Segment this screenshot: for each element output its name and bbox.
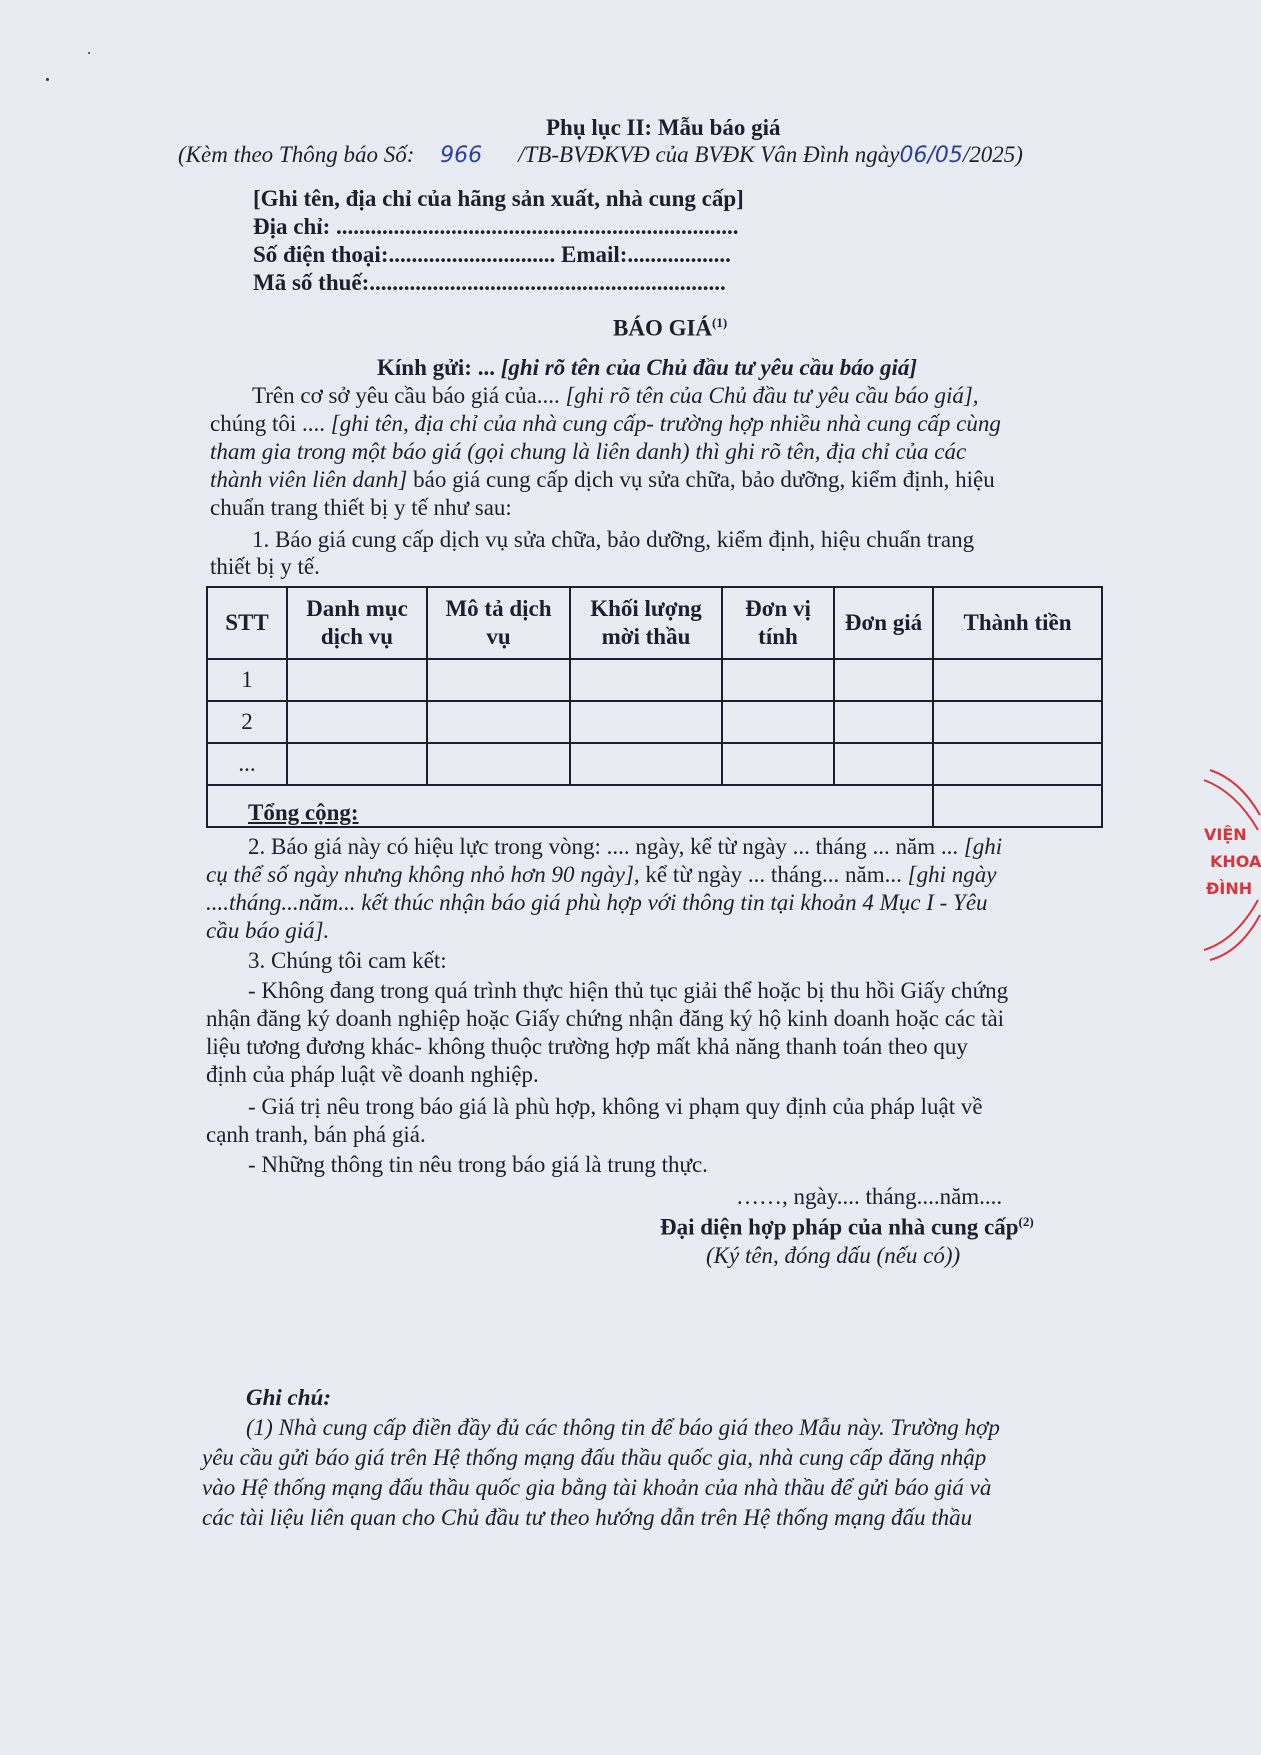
table-cell (427, 659, 570, 701)
notes-title: Ghi chú: (246, 1385, 331, 1410)
header-amount: Thành tiền (933, 587, 1102, 659)
intro-line-3: tham gia trong một báo giá (gọi chung là liên danh) thì ghi rõ tên, địa chỉ của các (210, 439, 967, 464)
seal-text: VIỆN (1204, 825, 1247, 844)
header-unit: Đơn vị tính (722, 587, 834, 659)
intro-text: báo giá cung cấp dịch vụ sửa chữa, bảo dưỡng, kiểm định, hiệu (413, 467, 995, 492)
table-cell (570, 701, 722, 743)
item3-bullet1-line-4: định của pháp luật về doanh nghiệp. (206, 1062, 539, 1087)
reference-suffix: /2025) (962, 142, 1023, 167)
recipient-prefix: Kính gửi: ... (377, 355, 495, 380)
row-number: 2 (207, 701, 287, 743)
signature-representative (660, 1214, 1034, 1241)
recipient-line (377, 355, 917, 381)
item2-line-3: ....tháng...năm... kết thúc nhận báo giá phù hợp với thông tin tại khoản 4 Mục I - Yêu (206, 890, 988, 915)
intro-text: Trên cơ sở yêu cầu báo giá của.... (252, 383, 560, 408)
item3-bullet2-line-1: - Giá trị nêu trong báo giá là phù hợp, không vi phạm quy định của pháp luật về (248, 1094, 983, 1119)
handwritten-slash: / (927, 143, 935, 168)
quote-title (613, 315, 727, 342)
table-cell (933, 743, 1102, 785)
handwritten-number: 966 (440, 143, 483, 168)
table-cell (834, 743, 933, 785)
item2-line-2 (206, 862, 996, 888)
item2-hint: [ghi (963, 834, 1003, 859)
table-row (207, 659, 1102, 701)
table-cell (834, 659, 933, 701)
handwritten-day: 06 (899, 143, 928, 168)
supplier-name-line: [Ghi tên, địa chỉ của hãng sản xuất, nhà cung cấp] (253, 186, 744, 211)
table-header-row (207, 587, 1102, 659)
handwritten-month: 05 (934, 143, 963, 168)
table-row (207, 743, 1102, 785)
total-label: Tổng cộng: (207, 785, 933, 827)
supplier-tax-code: Mã số thuế:.............................................................. (253, 270, 726, 295)
recipient-hint: [ghi rõ tên của Chủ đầu tư yêu cầu báo giá] (500, 355, 918, 380)
reference-prefix: (Kèm theo Thông báo Số: (178, 142, 415, 167)
note1-line-3: vào Hệ thống mạng đấu thầu quốc gia bằng tài khoản của nhà thầu để gửi báo giá và (202, 1475, 992, 1500)
item3-bullet3: - Những thông tin nêu trong báo giá là trung thực. (248, 1152, 708, 1177)
table-cell (287, 701, 427, 743)
intro-hint: thành viên liên danh] (210, 467, 408, 492)
table-cell (834, 701, 933, 743)
table-cell (933, 659, 1102, 701)
item3-bullet1-line-1: - Không đang trong quá trình thực hiện thủ tục giải thể hoặc bị thu hồi Giấy chứng (248, 978, 1009, 1003)
item2-text: 2. Báo giá này có hiệu lực trong vòng: .... ngày, kể từ ngày ... tháng ... năm ... (248, 834, 959, 859)
header-description: Mô tả dịch vụ (427, 587, 570, 659)
table-cell (570, 743, 722, 785)
intro-hint: [ghi rõ tên của Chủ đầu tư yêu cầu báo giá], (565, 383, 979, 408)
note1-line-1: (1) Nhà cung cấp điền đầy đủ các thông tin để báo giá theo Mẫu này. Trường hợp (246, 1415, 1000, 1440)
item1-line-2: thiết bị y tế. (210, 554, 320, 579)
supplier-address: Địa chỉ: ...................................................................... (253, 214, 739, 239)
quote-table (206, 586, 1103, 828)
table-cell (427, 701, 570, 743)
item2-text: kể từ ngày ... tháng... năm... (645, 862, 902, 887)
header-quantity: Khối lượng mời thầu (570, 587, 722, 659)
item3-bullet1-line-2: nhận đăng ký doanh nghiệp hoặc Giấy chứng nhận đăng ký hộ kinh doanh hoặc các tài (206, 1006, 1005, 1031)
item2-hint: [ghi ngày (907, 862, 997, 887)
header-service: Danh mục dịch vụ (287, 587, 427, 659)
representative-text: Đại diện hợp pháp của nhà cung cấp (660, 1214, 1019, 1240)
quote-title-text: BÁO GIÁ (613, 315, 713, 341)
item2-hint: cụ thể số ngày nhưng không nhỏ hơn 90 ngày], (206, 862, 640, 887)
table-cell (570, 659, 722, 701)
item2-line-1 (248, 834, 1002, 860)
table-cell (933, 701, 1102, 743)
reference-middle: /TB-BVĐKVĐ của BVĐK Vân Đình ngày (518, 142, 900, 167)
item2-line-4: cầu báo giá]. (206, 918, 330, 943)
seal-text: ĐÌNH (1206, 879, 1253, 898)
header-stt: STT (207, 587, 287, 659)
table-row (207, 701, 1102, 743)
table-cell (722, 659, 834, 701)
scan-speck (46, 78, 49, 81)
reference-line (178, 142, 1023, 168)
red-seal-fragment (1200, 760, 1261, 970)
row-number: 1 (207, 659, 287, 701)
intro-line-2 (210, 411, 1001, 437)
intro-text: chúng tôi .... (210, 411, 325, 436)
item3-bullet1-line-3: liệu tương đương khác- không thuộc trường hợp mất khả năng thanh toán theo quy (206, 1034, 968, 1059)
table-cell (427, 743, 570, 785)
seal-text: KHOA (1210, 852, 1261, 871)
table-cell (287, 743, 427, 785)
item1-line-1: 1. Báo giá cung cấp dịch vụ sửa chữa, bảo dưỡng, kiểm định, hiệu chuẩn trang (252, 527, 975, 552)
quote-title-note: (1) (712, 315, 728, 330)
intro-line-1 (252, 383, 979, 409)
representative-note: (2) (1018, 1214, 1034, 1229)
table-total-row (207, 785, 1102, 827)
signature-hint: (Ký tên, đóng dấu (nếu có)) (706, 1243, 961, 1268)
header-unit-price: Đơn giá (834, 587, 933, 659)
note1-line-4: các tài liệu liên quan cho Chủ đầu tư theo hướng dẫn trên Hệ thống mạng đấu thầu (202, 1505, 973, 1530)
appendix-title: Phụ lục II: Mẫu báo giá (546, 115, 781, 140)
row-number: ... (207, 743, 287, 785)
supplier-phone-email: Số điện thoại:............................. Email:.................. (253, 242, 731, 267)
intro-line-4 (210, 467, 995, 493)
table-cell (287, 659, 427, 701)
scan-speck (88, 52, 90, 54)
intro-line-5: chuẩn trang thiết bị y tế như sau: (210, 495, 512, 520)
table-cell (722, 743, 834, 785)
total-amount-cell (933, 785, 1102, 827)
note1-line-2: yêu cầu gửi báo giá trên Hệ thống mạng đấu thầu quốc gia, nhà cung cấp đăng nhập (202, 1445, 987, 1470)
intro-hint: [ghi tên, địa chỉ của nhà cung cấp- trường hợp nhiều nhà cung cấp cùng (330, 411, 1001, 436)
table-cell (722, 701, 834, 743)
item3-title: 3. Chúng tôi cam kết: (248, 948, 447, 973)
item3-bullet2-line-2: cạnh tranh, bán phá giá. (206, 1122, 426, 1147)
signature-date: ……, ngày.... tháng....năm.... (736, 1184, 1003, 1209)
